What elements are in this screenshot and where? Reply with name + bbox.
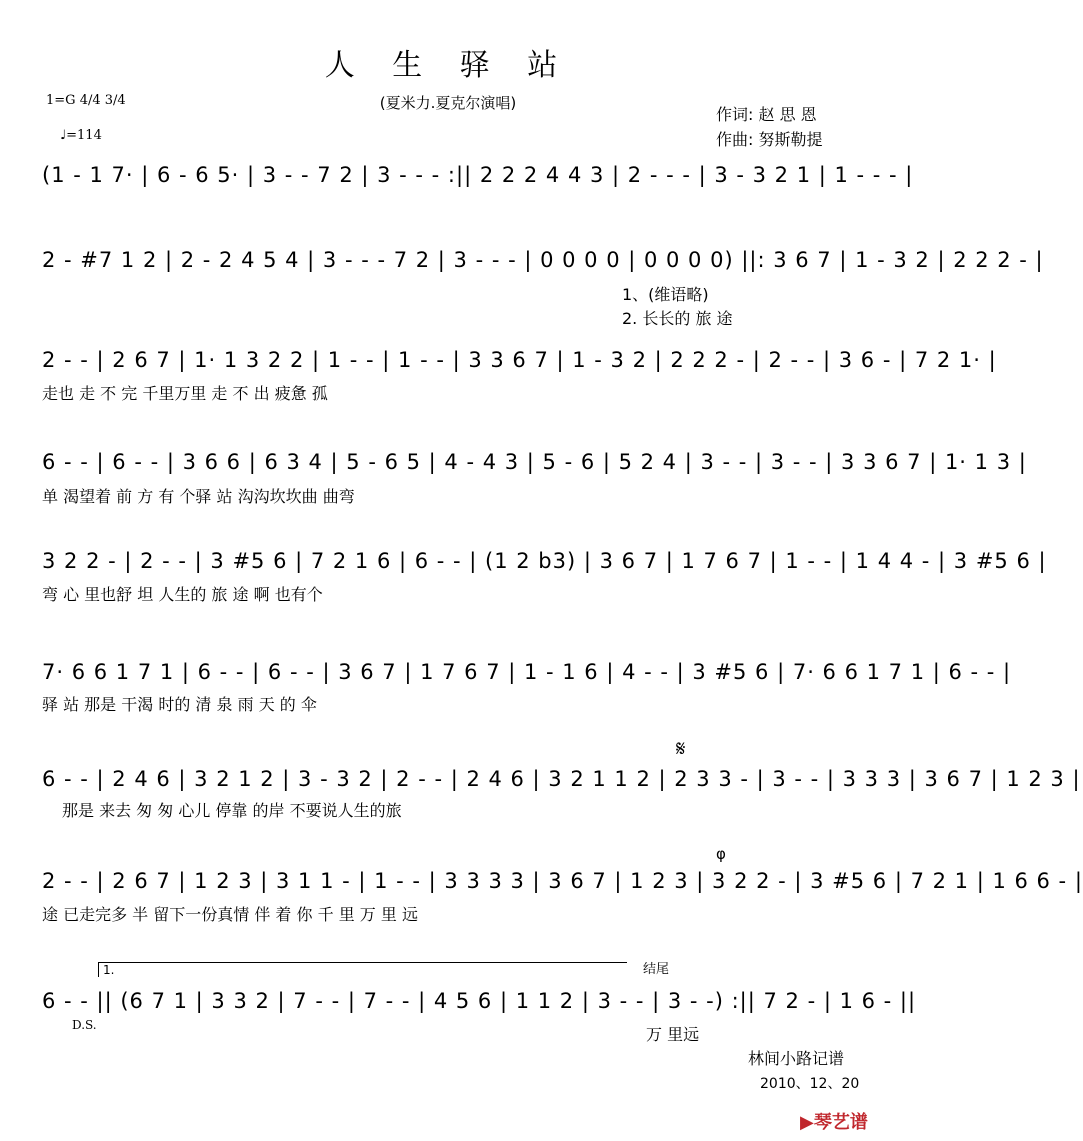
watermark-logo [800,1108,868,1134]
quarter-note-icon: ♩ [60,128,67,143]
lyric-row-5: 弯 心 里也舒 坦 人生的 旅 途 啊 也有个 [42,585,323,604]
lyric-row-3: 走也 走 不 完 千里万里 走 不 出 疲惫 孤 [42,384,328,403]
segno-icon: 𝄋 [676,737,686,762]
coda-ending-label: 结尾 [643,962,670,977]
tempo-value: =114 [66,128,102,143]
watermark-text: 琴艺谱 [813,1112,868,1133]
dal-segno-label: D.S. [72,1018,97,1032]
transcriber-credit: 林间小路记谱 [748,1049,845,1068]
staff-row-3: 2 - - | 2 6 7 | 1· 1 3 2 2 | 1 - - | 1 - - | 3 3 6 7 | 1 - 3 2 | 2 2 2 - | 2 - - | 3 6 - | 7 2 1· | [42,348,997,372]
lyric-verse-2: 2. 长长的 旅 途 [622,309,733,328]
lyric-row-8: 途 已走完多 半 留下一份真情 伴 着 你 千 里 万 里 远 [42,905,418,924]
lyric-row-6: 驿 站 那是 干渴 时的 清 泉 雨 天 的 伞 [42,695,317,714]
lyric-verse-1: 1、(维语略) [622,285,709,304]
lyric-row-4: 单 渴望着 前 方 有 个驿 站 沟沟坎坎曲 曲弯 [42,487,355,506]
staff-row-5: 3 2 2 - | 2 - - | 3 #5 6 | 7 2 1 6 | 6 - - | (1 2 b3) | 3 6 7 | 1 7 6 7 | 1 - - | 1 4 4 - | 3 #5 6 | [42,549,1047,573]
time-signatures: 4/4 3/4 [79,93,126,108]
staff-row-2: 2 - #7 1 2 | 2 - 2 4 5 4 | 3 - - - 7 2 | 3 - - - | 0 0 0 0 | 0 0 0 0) ||: 3 6 7 | 1 - 3 2 | 2 2 2 - | [42,248,1044,272]
watermark-icon: ▶ [800,1112,814,1133]
tempo-marking [60,128,102,143]
staff-row-4: 6 - - | 6 - - | 3 6 6 | 6 3 4 | 5 - 6 5 | 4 - 4 3 | 5 - 6 | 5 2 4 | 3 - - | 3 - - | 3 3 6 7 | 1· 1 3 | [42,450,1027,474]
key-label: 1=G [46,93,76,108]
staff-row-7: 6 - - | 2 4 6 | 3 2 1 2 | 3 - 3 2 | 2 - - | 2 4 6 | 3 2 1 1 2 | 2 3 3 - | 3 - - | 3 3 3 | 3 6 7 | 1 2 3 | [42,767,1081,791]
lyric-row-9: 万 里远 [646,1025,700,1044]
lyricist-credit: 作词: 赵 思 恩 [716,105,817,124]
song-title: 人 生 驿 站 [324,48,572,83]
staff-row-9: 6 - - || (6 7 1 | 3 3 2 | 7 - - | 7 - - | 4 5 6 | 1 1 2 | 3 - - | 3 - -) :|| 7 2 - | 1 6 - || [42,989,917,1013]
lyric-row-7: 那是 来去 匆 匆 心儿 停靠 的岸 不要说人生的旅 [62,801,402,820]
performer-subtitle: (夏米力.夏克尔演唱) [379,94,517,112]
transcription-date: 2010、12、20 [760,1076,860,1092]
staff-row-8: 2 - - | 2 6 7 | 1 2 3 | 3 1 1 - | 1 - - | 3 3 3 3 | 3 6 7 | 1 2 3 | 3 2 2 - | 3 #5 6 | 7 2 1 | 1 6 6 - | [42,869,1083,893]
staff-row-6: 7· 6 6 1 7 1 | 6 - - | 6 - - | 3 6 7 | 1 7 6 7 | 1 - 1 6 | 4 - - | 3 #5 6 | 7· 6 6 1 7 1 | 6 - - | [42,660,1012,684]
volta-label: 1. [103,963,115,977]
composer-credit: 作曲: 努斯勒提 [716,130,823,149]
volta-bracket [98,962,627,977]
staff-row-1: (1 - 1 7· | 6 - 6 5· | 3 - - 7 2 | 3 - - - :|| 2 2 2 4 4 3 | 2 - - - | 3 - 3 2 1 | 1 - - - | [42,163,914,187]
key-signature [46,93,126,108]
coda-icon: φ [716,845,726,863]
